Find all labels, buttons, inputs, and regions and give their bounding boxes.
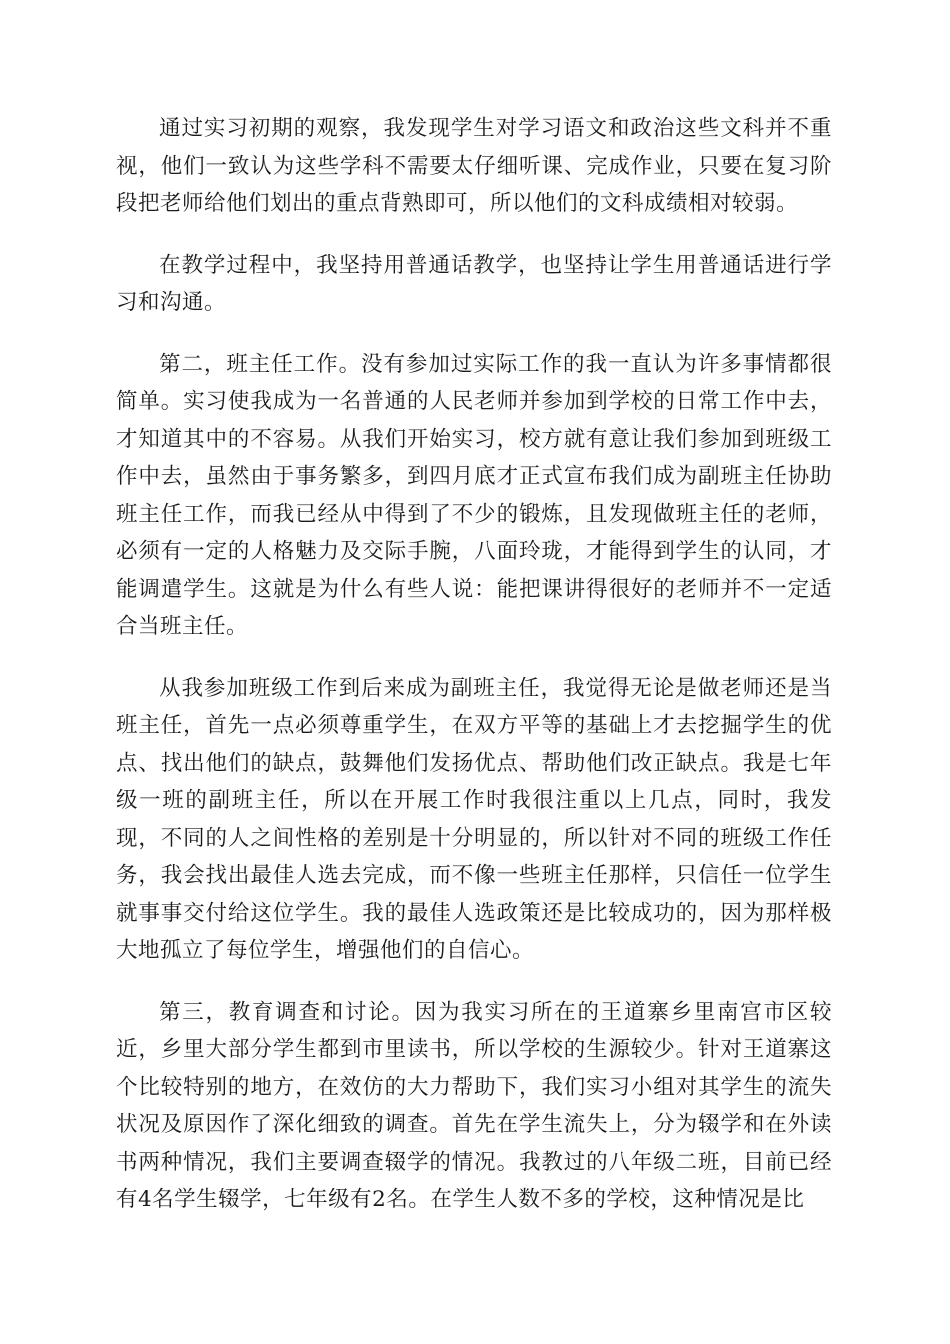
paragraph-5: 第三，教育调查和讨论。因为我实习所在的王道寨乡里南宫市区较近，乡里大部分学生都到市里读书，所以学校的生源较少。针对王道寨这个比较特别的地方，在效仿的大力帮助下，我们实习小组对其学生的流失状况及原因作了深化细致的调查。首先在学生流失上，分为辍学和在外读书两种情况，我们主要调查辍学的情况。我教过的八年级二班，目前已经有4名学生辍学，七年级有2名。在学生人数不多的学校，这种情况是比 (116, 999, 832, 1212)
paragraph-4: 从我参加班级工作到后来成为副班主任，我觉得无论是做老师还是当班主任，首先一点必须尊重学生，在双方平等的基础上才去挖掘学生的优点、找出他们的缺点，鼓舞他们发扬优点、帮助他们改正缺点。我是七年级一班的副班主任，所以在开展工作时我很注重以上几点，同时，我发现，不同的人之间性格的差别是十分明显的，所以针对不同的班级工作任务，我会找出最佳人选去完成，而不像一些班主任那样，只信任一位学生就事事交付给这位学生。我的最佳人选政策还是比较成功的，因为那样极大地孤立了每位学生，增强他们的自信心。 (116, 675, 832, 963)
paragraph-3: 第二，班主任工作。没有参加过实际工作的我一直认为许多事情都很简单。实习使我成为一名普通的人民老师并参加到学校的日常工作中去，才知道其中的不容易。从我们开始实习，校方就有意让我们参加到班级工作中去，虽然由于事务繁多，到四月底才正式宣布我们成为副班主任协助班主任工作，而我已经从中得到了不少的锻炼，且发现做班主任的老师，必须有一定的人格魅力及交际手腕，八面玲珑，才能得到学生的认同，才能调遣学生。这就是为什么有些人说：能把课讲得很好的老师并不一定适合当班主任。 (116, 351, 832, 639)
document-body (116, 110, 832, 1243)
paragraph-2: 在教学过程中，我坚持用普通话教学，也坚持让学生用普通话进行学习和沟通。 (116, 252, 832, 315)
paragraph-1: 通过实习初期的观察，我发现学生对学习语文和政治这些文科并不重视，他们一致认为这些学科不需要太仔细听课、完成作业，只要在复习阶段把老师给他们划出的重点背熟即可，所以他们的文科成绩相对较弱。 (116, 116, 832, 216)
